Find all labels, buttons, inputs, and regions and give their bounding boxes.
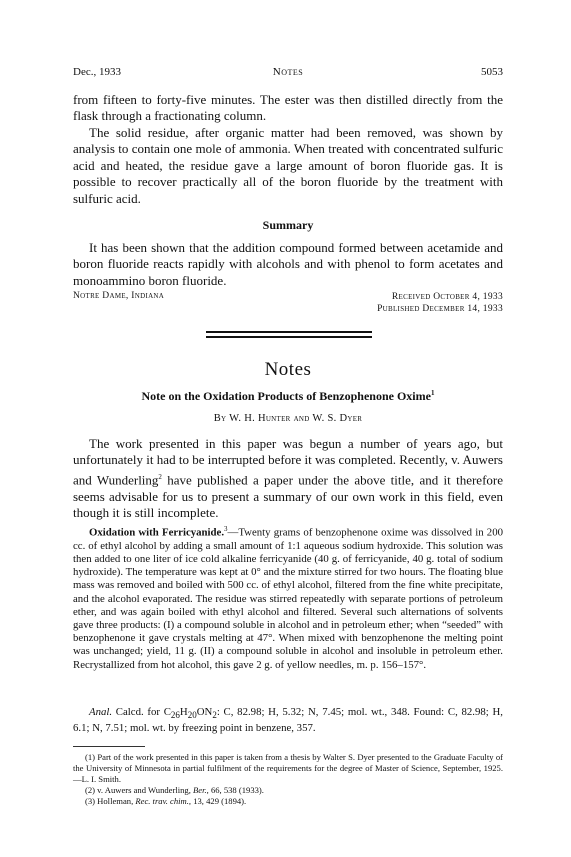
section-divider-bottom bbox=[206, 336, 372, 338]
oxidation-footnote-mark: 3 bbox=[224, 525, 228, 533]
footnote-1 bbox=[73, 752, 503, 785]
analysis-text-a: Calcd. for C bbox=[112, 706, 171, 718]
author-location: Notre Dame, Indiana bbox=[73, 291, 165, 301]
footnote-citation: , 13, 429 (1894). bbox=[188, 796, 247, 806]
continued-paragraph: from fifteen to forty-five minutes. The ester was then distilled directly from the flask through a fractionating column. bbox=[73, 92, 503, 124]
article-title-text: Note on the Oxidation Products of Benzophenone Oxime bbox=[141, 389, 431, 403]
intro-text-a: The work presented in this paper was begun a number of years ago, but unfortunately it had to be interrupted before it was completed. Recently, v. Auwers and Wunderling bbox=[73, 436, 503, 488]
footnote-3 bbox=[73, 796, 503, 807]
published-date: Published December 14, 1933 bbox=[377, 304, 503, 314]
summary-text: It has been shown that the addition compound formed between acetamide and boron fluoride reacts rapidly with alcohols and with phenol to form acetates and monoammino boron fluoride. bbox=[73, 240, 503, 288]
running-header bbox=[73, 66, 503, 80]
footnote-rule bbox=[73, 746, 145, 747]
header-date: Dec., 1933 bbox=[73, 66, 121, 78]
analysis-paragraph bbox=[73, 706, 503, 736]
footnote-text: v. Auwers and Wunderling, bbox=[95, 785, 194, 795]
formula-h: H bbox=[179, 706, 188, 718]
footnote-2 bbox=[73, 785, 503, 796]
intro-paragraph bbox=[73, 436, 503, 521]
section-title: Notes bbox=[264, 359, 312, 380]
footnote-mark: (1) bbox=[85, 752, 96, 762]
footnote-journal: Ber. bbox=[193, 785, 207, 795]
formula-on: ON bbox=[196, 706, 213, 718]
byline: By W. H. Hunter and W. S. Dyer bbox=[213, 413, 363, 424]
oxidation-heading: Oxidation with Ferricyanide. bbox=[89, 526, 225, 539]
footnote-citation: , 66, 538 (1933). bbox=[206, 785, 264, 795]
footnote-text: Holleman, bbox=[95, 796, 136, 806]
footnote-mark: (3) bbox=[85, 796, 96, 806]
header-section: Notes bbox=[272, 66, 304, 78]
footnote-text: Part of the work presented in this paper is taken from a thesis by Walter S. Dyer presented to the Graduate Faculty of the University of Minnesota in partial fulfilment of the requirements for the degree of Master of Science, September, 1925.—L. I. Smith. bbox=[73, 752, 503, 784]
intro-text-b: have published a paper under the above title, and it therefore seems advisable for us to present a summary of our own work in this field, even though it is still incomplete. bbox=[73, 472, 503, 520]
footnote-journal: Rec. trav. chim. bbox=[135, 796, 189, 806]
formula-sub-c: 26 bbox=[170, 710, 180, 721]
received-dates bbox=[337, 291, 503, 315]
formula-sub-n: 2 bbox=[212, 710, 217, 721]
footnote-mark: (2) bbox=[85, 785, 96, 795]
article-title-footnote-mark: 1 bbox=[430, 389, 435, 397]
section-divider-top bbox=[206, 331, 372, 333]
oxidation-paragraph bbox=[73, 523, 503, 672]
analysis-text-b: : C, 82.98; H, 5.32; N, 7.45; mol. wt., 348. Found: C, 82.98; H, 6.1; N, 7.51; mol. wt. by freezing point in benzene, 357. bbox=[73, 706, 503, 735]
article-title bbox=[73, 389, 503, 404]
oxidation-text: —Twenty grams of benzophenone oxime was dissolved in 200 cc. of ethyl alcohol by adding a small amount of 1:1 aqueous sodium hydroxide. This solution was then added to one liter of ice cold alkaline ferricyanide (40 g. of ferricyanide, 40 g. total of sodium hydroxide). The temperature was kept at 0° and the mixture stirred for two hours. The floating blue mass was removed and boiled with 500 cc. of ethyl alcohol, filtered from the fine white precipitate, and the alcohol evaporated. The residue was stirred repeatedly with separate portions of petroleum ether, and was again boiled with ethyl alcohol and filtered. Several such alternations of solvents gave three products: (I) a compound soluble in alcohol and in petroleum ether; when “seeded” with benzophenone it gave crystals melting at 47°. When mixed with benzophenone the melting point was unchanged; yield, 11 g. (II) a compound soluble in alcohol and insoluble in petroleum ether. Recrystallized from hot alcohol, this gave 2 g. of yellow needles, m. p. 156–157°. bbox=[73, 526, 503, 671]
page-number: 5053 bbox=[481, 66, 503, 78]
summary-heading: Summary bbox=[262, 218, 314, 232]
received-date: Received October 4, 1933 bbox=[391, 292, 503, 302]
formula-sub-h: 20 bbox=[187, 710, 197, 721]
residue-paragraph: The solid residue, after organic matter had been removed, was shown by analysis to contain one mole of ammonia. When treated with concentrated sulfuric acid and heated, the residue gave a large amount of boron fluoride gas. It is possible to recover practically all of the boron fluoride by the treatment with sulfuric acid. bbox=[73, 125, 503, 206]
footnotes bbox=[73, 752, 503, 807]
analysis-label: Anal. bbox=[89, 706, 113, 718]
intro-footnote-mark: 2 bbox=[158, 472, 162, 481]
